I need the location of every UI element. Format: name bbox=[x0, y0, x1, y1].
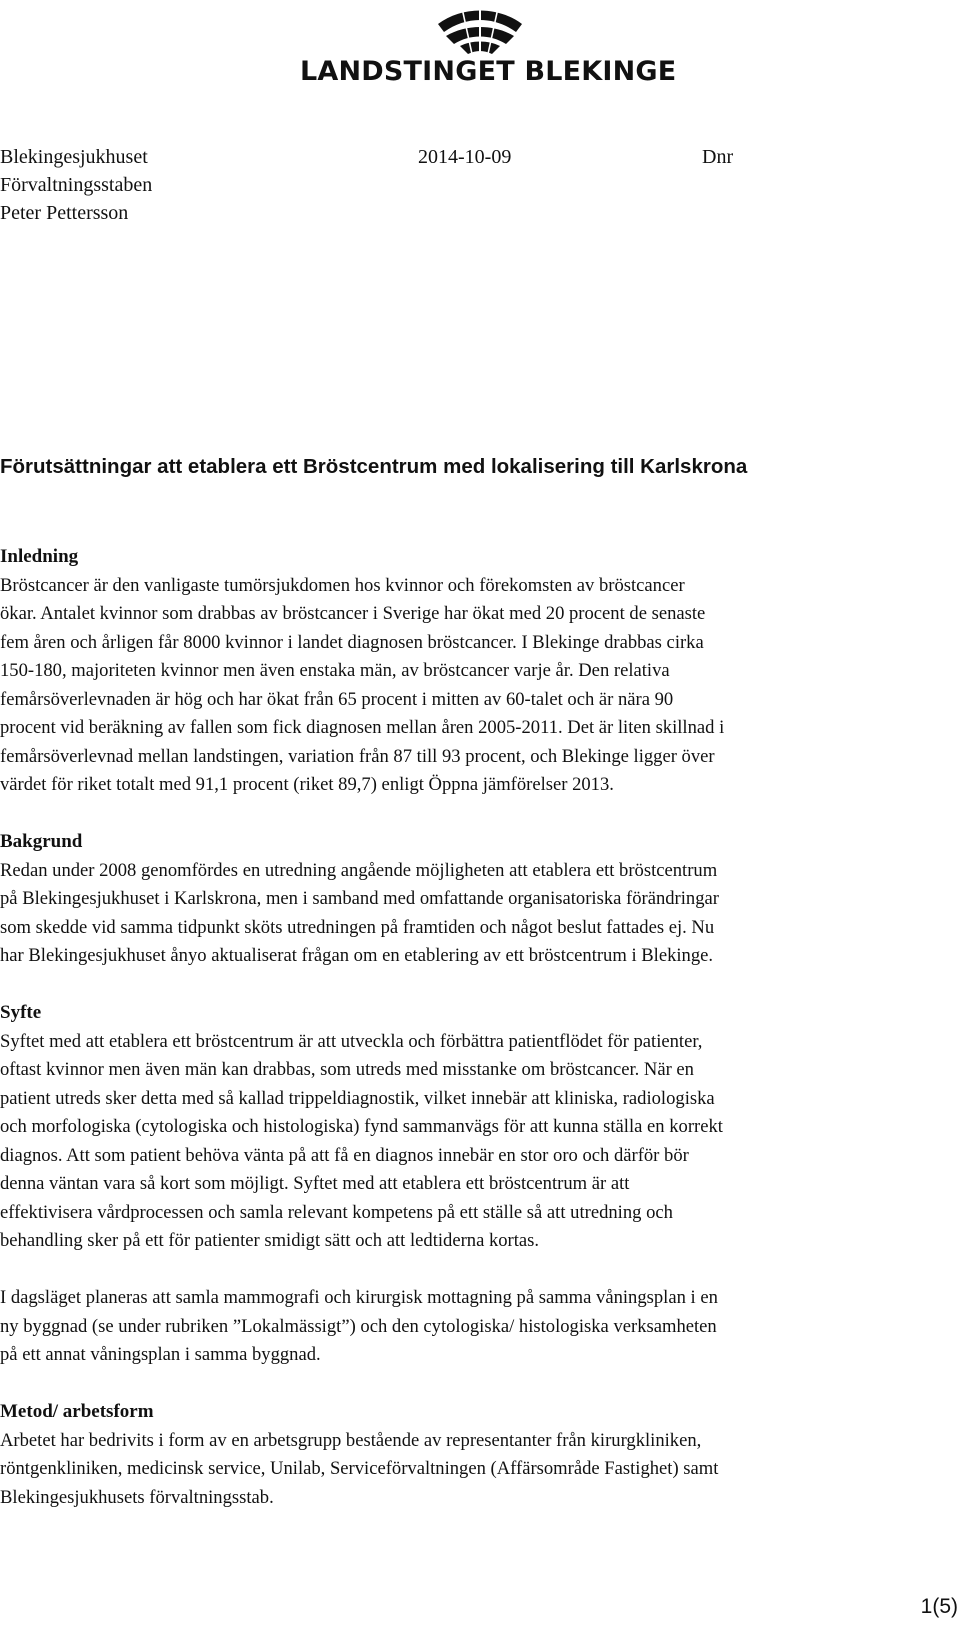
section-heading: Metod/ arbetsform bbox=[0, 1401, 154, 1422]
text-line: och morfologiska (cytologiska och histologiska) fynd sammanvägs för att kunna ställa en korrekt bbox=[0, 1116, 723, 1137]
text-line: patient utreds sker detta med så kallad trippeldiagnostik, vilket innebär att kliniska, radiologiska bbox=[0, 1087, 715, 1109]
meta-row bbox=[0, 143, 960, 171]
text-line: ny byggnad (se under rubriken ”Lokalmässigt”) och den cytologiska/ histologiska verksamheten bbox=[0, 1315, 717, 1337]
text-line: diagnos. Att som patient behöva vänta på att få en diagnos innebär en stor oro och därför bör bbox=[0, 1144, 689, 1166]
text-line: Redan under 2008 genomfördes en utredning angående möjligheten att etablera ett bröstcentrum bbox=[0, 859, 718, 881]
text-line: Bröstcancer är den vanligaste tumörsjukdomen hos kvinnor och förekomsten av bröstcancer bbox=[0, 574, 685, 596]
text-line: Arbetet har bedrivits i form av en arbetsgrupp bestående av representanter från kirurgkliniken, bbox=[0, 1429, 702, 1451]
paragraph bbox=[0, 1284, 960, 1370]
author: Peter Pettersson bbox=[0, 202, 129, 224]
text-line: värdet för riket totalt med 91,1 procent (riket 89,7) enligt Öppna jämförelser 2013. bbox=[0, 774, 614, 795]
text-line: oftast kvinnor men även män kan drabbas, som utreds med misstanke om bröstcancer. När en bbox=[0, 1059, 694, 1080]
text-line: femårsöverlevnaden är hög och har ökat från 65 procent i mitten av 60-talet och är nära 90 bbox=[0, 688, 674, 710]
text-line: på ett annat våningsplan i samma byggnad. bbox=[0, 1344, 321, 1365]
document-date: 2014-10-09 bbox=[418, 146, 512, 168]
text-line: ökar. Antalet kvinnor som drabbas av bröstcancer i Sverige har ökat med 20 procent de senaste bbox=[0, 603, 706, 624]
department: Förvaltningsstaben bbox=[0, 174, 153, 196]
paragraph bbox=[0, 1028, 960, 1256]
document-meta bbox=[0, 143, 960, 227]
spacer bbox=[0, 1256, 960, 1285]
text-line: procent vid beräkning av fallen som fick diagnosen mellan åren 2005-2011. Det är liten skillnad i bbox=[0, 717, 725, 738]
text-line: på Blekingesjukhuset i Karlskrona, men i samband med omfattande organisatoriska förändringar bbox=[0, 888, 719, 909]
logo-emblem-icon bbox=[432, 2, 528, 54]
text-line: Blekingesjukhusets förvaltningsstab. bbox=[0, 1486, 274, 1508]
text-line: Syftet med att etablera ett bröstcentrum är att utveckla och förbättra patientflödet för patienter, bbox=[0, 1030, 703, 1052]
page-number: 1(5) bbox=[920, 1595, 958, 1618]
spacer bbox=[0, 1370, 960, 1399]
section-heading: Bakgrund bbox=[0, 831, 83, 852]
spacer bbox=[0, 971, 960, 1000]
paragraph bbox=[0, 857, 960, 971]
dnr-label: Dnr bbox=[702, 146, 734, 168]
text-line: 150-180, majoriteten kvinnor men även enstaka män, av bröstcancer varje år. Den relativa bbox=[0, 660, 670, 681]
logo bbox=[300, 2, 677, 90]
text-line: I dagsläget planeras att samla mammografi och kirurgisk mottagning på samma våningsplan i en bbox=[0, 1287, 718, 1308]
text-line: femårsöverlevnad mellan landstingen, variation från 87 till 93 procent, och Blekinge ligger över bbox=[0, 745, 715, 767]
text-line: effektivisera vårdprocessen och samla relevant kompetens på ett ställe så att utredning och bbox=[0, 1201, 673, 1223]
document-title: Förutsättningar att etablera ett Bröstcentrum med lokalisering till Karlskrona bbox=[0, 455, 748, 478]
section-heading: Inledning bbox=[0, 546, 79, 567]
text-line: röntgenkliniken, medicinsk service, Unilab, Serviceförvaltningen (Affärsområde Fastighet) samt bbox=[0, 1458, 719, 1479]
text-line: denna väntan vara så kort som möjligt. Syftet med att etablera ett bröstcentrum är att bbox=[0, 1173, 630, 1194]
logo-text: LANDSTINGET BLEKINGE bbox=[300, 56, 677, 87]
text-line: behandling sker på ett för patienter smidigt sätt och att ledtiderna kortas. bbox=[0, 1230, 540, 1251]
paragraph bbox=[0, 572, 960, 800]
document-body bbox=[0, 543, 960, 1512]
meta-row bbox=[0, 171, 960, 199]
section-heading: Syfte bbox=[0, 1002, 42, 1023]
text-line: har Blekingesjukhuset ånyo aktualiserat frågan om en etablering av ett bröstcentrum i Blekinge. bbox=[0, 945, 714, 966]
spacer bbox=[0, 800, 960, 829]
text-line: som skedde vid samma tidpunkt sköts utredningen på framtiden och något beslut fattades ej. Nu bbox=[0, 916, 715, 938]
text-line: fem åren och årligen får 8000 kvinnor i landet diagnosen bröstcancer. I Blekinge drabbas cirka bbox=[0, 631, 704, 653]
organization: Blekingesjukhuset bbox=[0, 146, 148, 168]
paragraph bbox=[0, 1427, 960, 1513]
meta-row bbox=[0, 199, 960, 227]
